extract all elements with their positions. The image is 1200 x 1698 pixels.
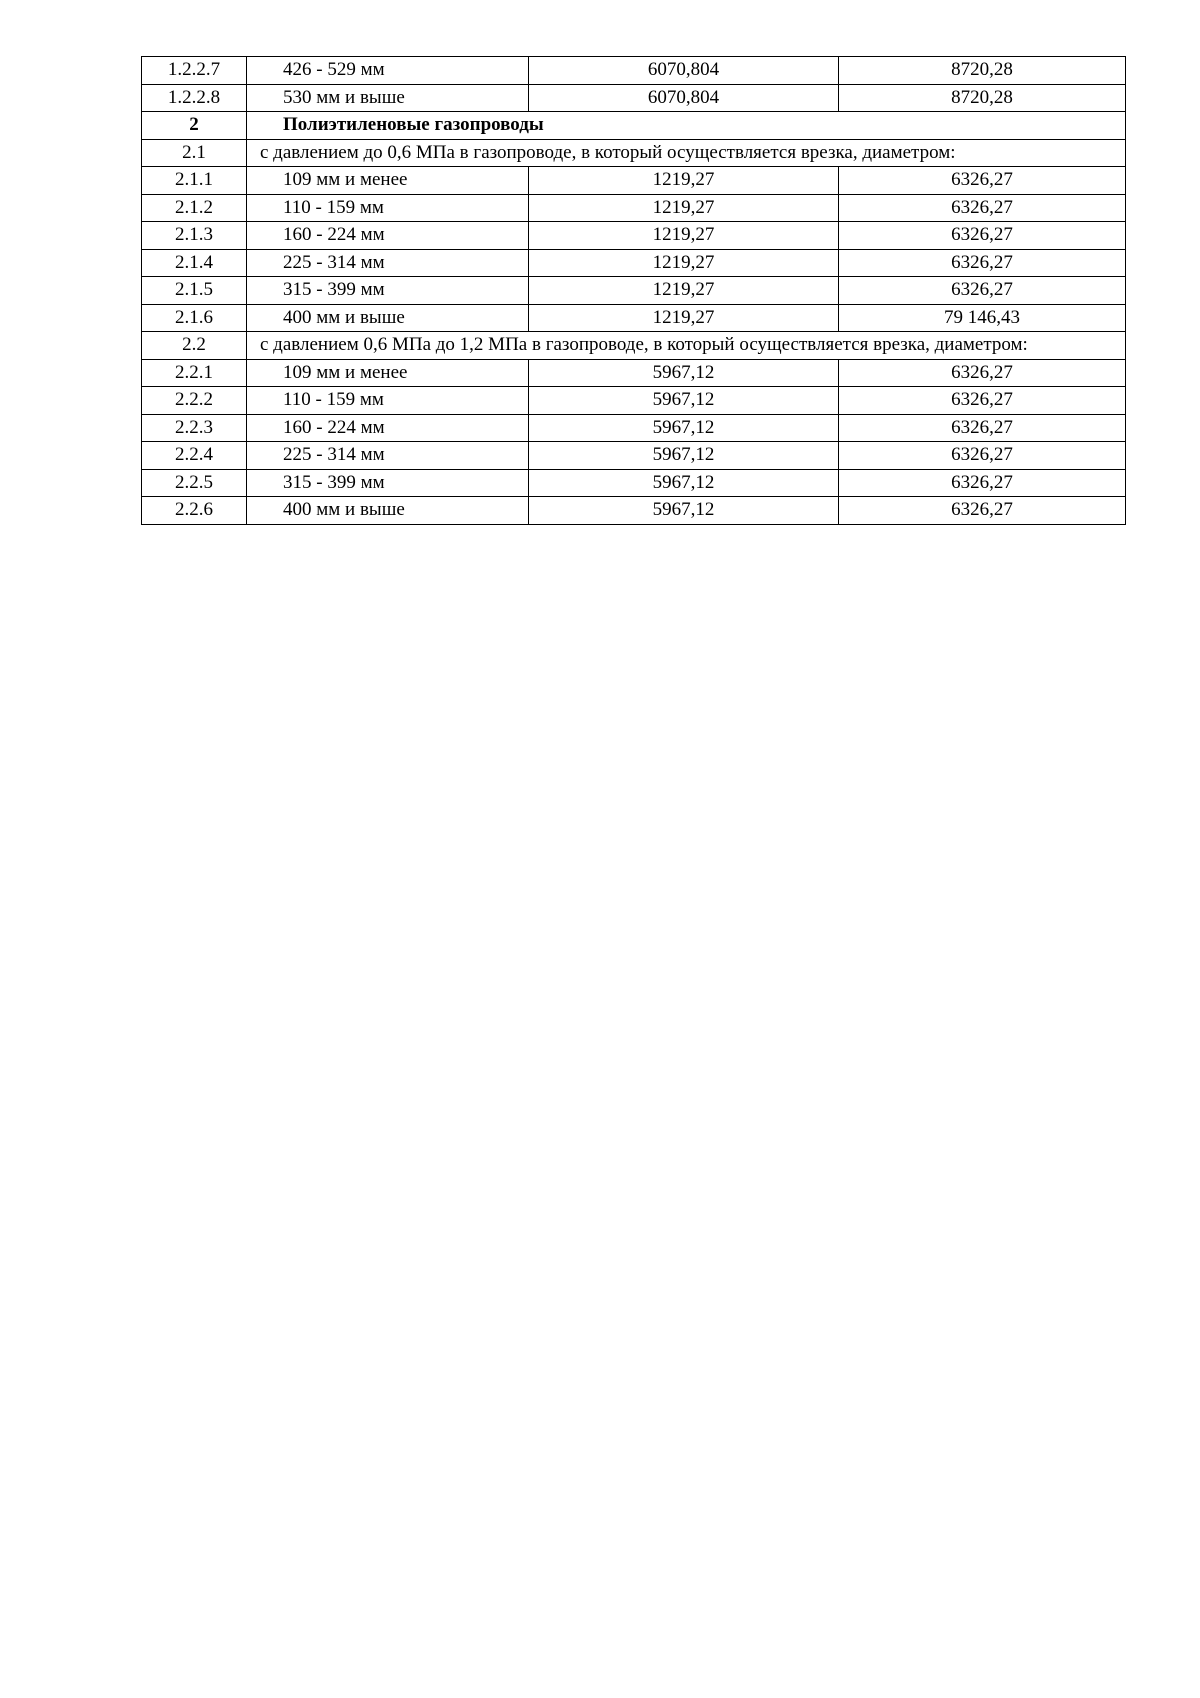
- value1-cell: 5967,12: [529, 387, 839, 415]
- value2-cell: 6326,27: [839, 414, 1126, 442]
- subsection-text: с давлением 0,6 МПа до 1,2 МПа в газопроводе, в который осуществляется врезка, диаметром:: [247, 332, 1126, 360]
- row-number: 2.2.6: [142, 497, 247, 525]
- table-row: [142, 84, 1126, 112]
- row-number: 2.2.5: [142, 469, 247, 497]
- row-number: 1.2.2.8: [142, 84, 247, 112]
- table-row: [142, 387, 1126, 415]
- diameter-cell: 225 - 314 мм: [247, 442, 529, 470]
- table-row: [142, 222, 1126, 250]
- diameter-cell: 110 - 159 мм: [247, 194, 529, 222]
- value2-cell: 6326,27: [839, 442, 1126, 470]
- section-number: 2: [142, 112, 247, 140]
- subsection-number: 2.2: [142, 332, 247, 360]
- value1-cell: 1219,27: [529, 249, 839, 277]
- row-number: 2.2.4: [142, 442, 247, 470]
- diameter-cell: 530 мм и выше: [247, 84, 529, 112]
- diameter-cell: 109 мм и менее: [247, 167, 529, 195]
- row-number: 2.1.1: [142, 167, 247, 195]
- value2-cell: 8720,28: [839, 57, 1126, 85]
- table-row: [142, 277, 1126, 305]
- table-row: [142, 442, 1126, 470]
- table-row: [142, 249, 1126, 277]
- diameter-cell: 110 - 159 мм: [247, 387, 529, 415]
- subsection-text: с давлением до 0,6 МПа в газопроводе, в который осуществляется врезка, диаметром:: [247, 139, 1126, 167]
- value1-cell: 6070,804: [529, 84, 839, 112]
- table-row: [142, 469, 1126, 497]
- table-row: [142, 194, 1126, 222]
- value2-cell: 79 146,43: [839, 304, 1126, 332]
- diameter-cell: 426 - 529 мм: [247, 57, 529, 85]
- value2-cell: 6326,27: [839, 359, 1126, 387]
- diameter-cell: 160 - 224 мм: [247, 222, 529, 250]
- value1-cell: 1219,27: [529, 222, 839, 250]
- table-row: [142, 57, 1126, 85]
- row-number: 2.1.3: [142, 222, 247, 250]
- value1-cell: 5967,12: [529, 414, 839, 442]
- value2-cell: 6326,27: [839, 167, 1126, 195]
- value1-cell: 6070,804: [529, 57, 839, 85]
- section-title: Полиэтиленовые газопроводы: [247, 112, 1126, 140]
- subsection-row: [142, 139, 1126, 167]
- diameter-cell: 225 - 314 мм: [247, 249, 529, 277]
- diameter-cell: 315 - 399 мм: [247, 469, 529, 497]
- value2-cell: 6326,27: [839, 194, 1126, 222]
- value2-cell: 6326,27: [839, 497, 1126, 525]
- diameter-cell: 160 - 224 мм: [247, 414, 529, 442]
- section-row: [142, 112, 1126, 140]
- row-number: 2.2.1: [142, 359, 247, 387]
- row-number: 2.2.2: [142, 387, 247, 415]
- diameter-cell: 109 мм и менее: [247, 359, 529, 387]
- table-row: [142, 167, 1126, 195]
- diameter-cell: 315 - 399 мм: [247, 277, 529, 305]
- table-row: [142, 414, 1126, 442]
- value2-cell: 6326,27: [839, 249, 1126, 277]
- row-number: 2.1.5: [142, 277, 247, 305]
- diameter-cell: 400 мм и выше: [247, 304, 529, 332]
- table-row: [142, 359, 1126, 387]
- value2-cell: 8720,28: [839, 84, 1126, 112]
- table-row: [142, 304, 1126, 332]
- row-number: 2.1.6: [142, 304, 247, 332]
- value2-cell: 6326,27: [839, 469, 1126, 497]
- value1-cell: 5967,12: [529, 469, 839, 497]
- value1-cell: 1219,27: [529, 194, 839, 222]
- value2-cell: 6326,27: [839, 222, 1126, 250]
- value1-cell: 5967,12: [529, 497, 839, 525]
- value1-cell: 1219,27: [529, 304, 839, 332]
- tariff-table-body: [142, 57, 1126, 525]
- subsection-row: [142, 332, 1126, 360]
- value2-cell: 6326,27: [839, 387, 1126, 415]
- tariff-table: [141, 56, 1126, 525]
- row-number: 2.1.4: [142, 249, 247, 277]
- table-row: [142, 497, 1126, 525]
- row-number: 2.1.2: [142, 194, 247, 222]
- diameter-cell: 400 мм и выше: [247, 497, 529, 525]
- value1-cell: 5967,12: [529, 359, 839, 387]
- row-number: 2.2.3: [142, 414, 247, 442]
- value1-cell: 5967,12: [529, 442, 839, 470]
- value2-cell: 6326,27: [839, 277, 1126, 305]
- value1-cell: 1219,27: [529, 167, 839, 195]
- subsection-number: 2.1: [142, 139, 247, 167]
- value1-cell: 1219,27: [529, 277, 839, 305]
- row-number: 1.2.2.7: [142, 57, 247, 85]
